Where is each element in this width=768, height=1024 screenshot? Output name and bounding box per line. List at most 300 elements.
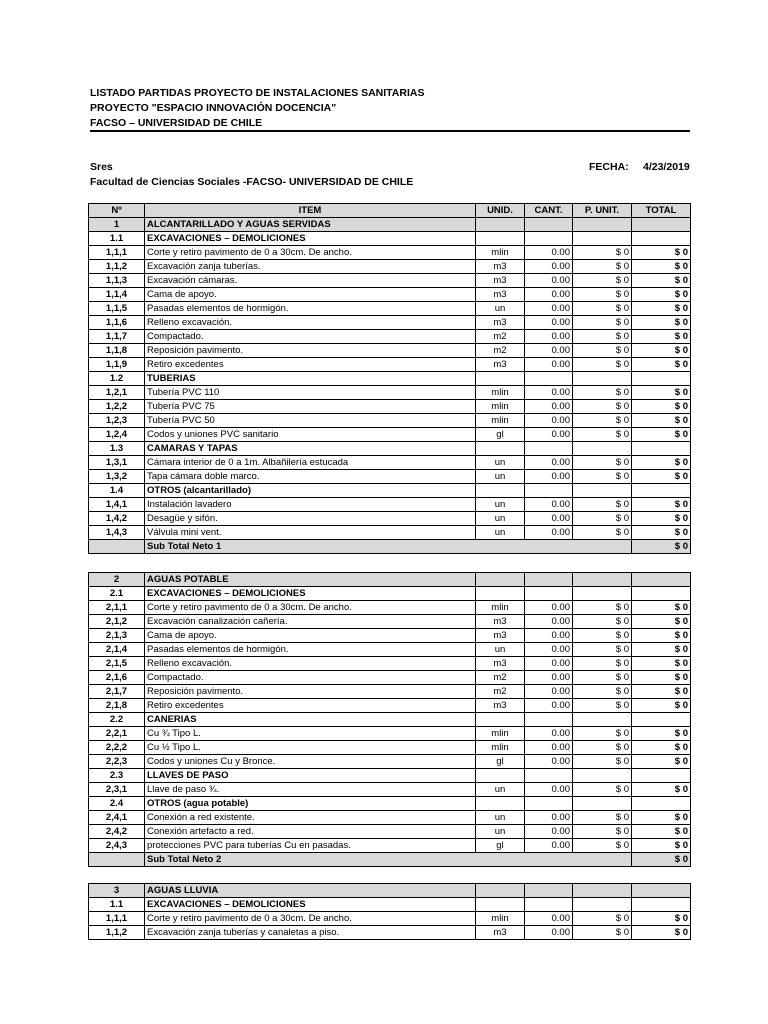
empty-cell: [476, 372, 525, 386]
item-quantity: 0.00: [525, 428, 573, 442]
table-row: [89, 839, 691, 853]
table-row: [89, 498, 691, 512]
item-description: Retiro excedentes: [145, 358, 476, 372]
section-number: 1: [89, 218, 145, 232]
subtotal-number: [89, 853, 145, 867]
item-unit: un: [476, 302, 525, 316]
section-title: CAMARAS Y TAPAS: [145, 442, 476, 456]
item-unit-price: $ 0: [573, 601, 632, 615]
item-number: 1,4,3: [89, 526, 145, 540]
item-total: $ 0: [632, 839, 691, 853]
item-quantity: 0.00: [525, 615, 573, 629]
item-total: $ 0: [632, 615, 691, 629]
item-quantity: 0.00: [525, 926, 573, 940]
empty-cell: [476, 797, 525, 811]
item-total: $ 0: [632, 671, 691, 685]
item-unit-price: $ 0: [573, 615, 632, 629]
section-number: 3: [89, 884, 145, 898]
item-total: $ 0: [632, 643, 691, 657]
item-description: Pasadas elementos de hormigón.: [145, 302, 476, 316]
item-unit: un: [476, 526, 525, 540]
item-unit-price: $ 0: [573, 755, 632, 769]
item-unit: m3: [476, 288, 525, 302]
item-unit-price: $ 0: [573, 727, 632, 741]
table-row: [89, 386, 691, 400]
col-header-unit: UNID.: [476, 204, 525, 218]
item-quantity: 0.00: [525, 456, 573, 470]
table-row: [89, 414, 691, 428]
item-unit: un: [476, 456, 525, 470]
empty-cell: [476, 442, 525, 456]
item-description: Cama de apoyo.: [145, 629, 476, 643]
item-total: $ 0: [632, 246, 691, 260]
empty-cell: [573, 442, 632, 456]
item-number: 2,2,2: [89, 741, 145, 755]
item-quantity: 0.00: [525, 685, 573, 699]
item-description: Cu ¾ Tipo L.: [145, 727, 476, 741]
item-description: Corte y retiro pavimento de 0 a 30cm. De ancho.: [145, 246, 476, 260]
subsection-row: [89, 372, 691, 386]
item-unit-price: $ 0: [573, 741, 632, 755]
item-total: $ 0: [632, 400, 691, 414]
item-total: $ 0: [632, 302, 691, 316]
section-number: 1.3: [89, 442, 145, 456]
item-total: $ 0: [632, 330, 691, 344]
empty-cell: [632, 372, 691, 386]
empty-cell: [476, 587, 525, 601]
section-number: 2.4: [89, 797, 145, 811]
item-unit-price: $ 0: [573, 811, 632, 825]
item-number: 1,2,2: [89, 400, 145, 414]
item-unit-price: $ 0: [573, 260, 632, 274]
item-quantity: 0.00: [525, 246, 573, 260]
item-unit: mlin: [476, 601, 525, 615]
item-description: Tubería PVC 50: [145, 414, 476, 428]
item-number: 1,1,2: [89, 260, 145, 274]
item-quantity: 0.00: [525, 741, 573, 755]
subsection-row: [89, 797, 691, 811]
table-row: [89, 783, 691, 797]
item-unit: mlin: [476, 386, 525, 400]
item-unit: un: [476, 825, 525, 839]
item-unit-price: $ 0: [573, 414, 632, 428]
item-quantity: 0.00: [525, 671, 573, 685]
subtotal-row: [89, 853, 691, 867]
empty-cell: [573, 797, 632, 811]
item-unit: m2: [476, 344, 525, 358]
item-unit-price: $ 0: [573, 526, 632, 540]
empty-cell: [632, 884, 691, 898]
subsection-row: [89, 587, 691, 601]
item-number: 2,1,7: [89, 685, 145, 699]
section-number: 2.1: [89, 587, 145, 601]
document-title: LISTADO PARTIDAS PROYECTO DE INSTALACIONES SANITARIAS: [90, 87, 425, 99]
item-description: Excavación cámaras.: [145, 274, 476, 288]
item-unit: mlin: [476, 741, 525, 755]
item-quantity: 0.00: [525, 400, 573, 414]
item-unit-price: $ 0: [573, 358, 632, 372]
item-number: 1,1,1: [89, 246, 145, 260]
section-row: [89, 218, 691, 232]
item-quantity: 0.00: [525, 414, 573, 428]
table-row: [89, 629, 691, 643]
item-number: 1,2,1: [89, 386, 145, 400]
item-total: $ 0: [632, 526, 691, 540]
item-number: 2,1,2: [89, 615, 145, 629]
item-total: $ 0: [632, 811, 691, 825]
empty-cell: [573, 587, 632, 601]
subtotal-label: Sub Total Neto 1: [145, 540, 632, 554]
item-description: Retiro excedentes: [145, 699, 476, 713]
item-total: $ 0: [632, 783, 691, 797]
item-number: 1,1,9: [89, 358, 145, 372]
item-total: $ 0: [632, 912, 691, 926]
item-description: Llave de paso ¾.: [145, 783, 476, 797]
section-number: 2: [89, 573, 145, 587]
item-unit: mlin: [476, 400, 525, 414]
item-total: $ 0: [632, 470, 691, 484]
subsection-row: [89, 442, 691, 456]
item-description: Pasadas elementos de hormigón.: [145, 643, 476, 657]
item-quantity: 0.00: [525, 302, 573, 316]
table-row: [89, 274, 691, 288]
item-total: $ 0: [632, 260, 691, 274]
empty-cell: [525, 769, 573, 783]
item-number: 1,1,6: [89, 316, 145, 330]
table-row: [89, 811, 691, 825]
item-description: Cámara interior de 0 a 1m. Albañilería estucada: [145, 456, 476, 470]
section-title: CANERIAS: [145, 713, 476, 727]
item-description: Conexión a red existente.: [145, 811, 476, 825]
item-quantity: 0.00: [525, 316, 573, 330]
item-number: 1,1,7: [89, 330, 145, 344]
sres-label: Sres: [90, 161, 113, 173]
empty-cell: [632, 232, 691, 246]
item-quantity: 0.00: [525, 512, 573, 526]
item-unit-price: $ 0: [573, 783, 632, 797]
item-description: Reposición pavimento.: [145, 685, 476, 699]
item-unit-price: $ 0: [573, 629, 632, 643]
table-row: [89, 330, 691, 344]
empty-cell: [632, 898, 691, 912]
table-row: [89, 358, 691, 372]
item-unit: m3: [476, 699, 525, 713]
item-number: 1,1,3: [89, 274, 145, 288]
section-number: 1.2: [89, 372, 145, 386]
item-description: Corte y retiro pavimento de 0 a 30cm. De ancho.: [145, 601, 476, 615]
item-total: $ 0: [632, 288, 691, 302]
item-description: Tubería PVC 110: [145, 386, 476, 400]
section-number: 2.3: [89, 769, 145, 783]
table-row: [89, 657, 691, 671]
item-unit: m3: [476, 274, 525, 288]
item-unit-price: $ 0: [573, 926, 632, 940]
item-description: Conexión artefacto a red.: [145, 825, 476, 839]
item-quantity: 0.00: [525, 825, 573, 839]
item-number: 1,4,2: [89, 512, 145, 526]
item-unit-price: $ 0: [573, 643, 632, 657]
item-unit: gl: [476, 755, 525, 769]
budget-table-2: [88, 572, 691, 867]
item-description: Cama de apoyo.: [145, 288, 476, 302]
item-unit: un: [476, 783, 525, 797]
empty-cell: [632, 713, 691, 727]
item-quantity: 0.00: [525, 629, 573, 643]
table-row: [89, 755, 691, 769]
item-unit: m3: [476, 629, 525, 643]
empty-cell: [525, 797, 573, 811]
item-unit: mlin: [476, 246, 525, 260]
empty-cell: [632, 484, 691, 498]
item-quantity: 0.00: [525, 344, 573, 358]
empty-cell: [476, 884, 525, 898]
item-unit-price: $ 0: [573, 386, 632, 400]
section-number: 1.1: [89, 232, 145, 246]
item-unit-price: $ 0: [573, 470, 632, 484]
table-row: [89, 825, 691, 839]
section-title: ALCANTARILLADO Y AGUAS SERVIDAS: [145, 218, 476, 232]
item-total: $ 0: [632, 428, 691, 442]
empty-cell: [632, 769, 691, 783]
section-number: 1.1: [89, 898, 145, 912]
header-divider: [90, 130, 690, 132]
empty-cell: [525, 442, 573, 456]
empty-cell: [632, 442, 691, 456]
section-title: OTROS (agua potable): [145, 797, 476, 811]
table-row: [89, 643, 691, 657]
item-unit-price: $ 0: [573, 498, 632, 512]
item-quantity: 0.00: [525, 657, 573, 671]
empty-cell: [573, 898, 632, 912]
item-number: 2,1,5: [89, 657, 145, 671]
table-row: [89, 912, 691, 926]
empty-cell: [476, 484, 525, 498]
item-quantity: 0.00: [525, 839, 573, 853]
item-quantity: 0.00: [525, 601, 573, 615]
item-unit-price: $ 0: [573, 330, 632, 344]
item-unit: m2: [476, 671, 525, 685]
section-title: OTROS (alcantarillado): [145, 484, 476, 498]
item-unit-price: $ 0: [573, 400, 632, 414]
item-description: Excavación zanja tuberías y canaletas a piso.: [145, 926, 476, 940]
item-unit: m3: [476, 926, 525, 940]
table-row: [89, 456, 691, 470]
empty-cell: [476, 898, 525, 912]
item-unit: gl: [476, 839, 525, 853]
budget-table-3: [88, 883, 691, 940]
empty-cell: [573, 484, 632, 498]
item-unit-price: $ 0: [573, 671, 632, 685]
item-total: $ 0: [632, 414, 691, 428]
section-title: TUBERIAS: [145, 372, 476, 386]
item-total: $ 0: [632, 386, 691, 400]
item-quantity: 0.00: [525, 358, 573, 372]
table-row: [89, 246, 691, 260]
section-title: AGUAS LLUVIA: [145, 884, 476, 898]
table-row: [89, 260, 691, 274]
item-unit: m3: [476, 615, 525, 629]
section-title: LLAVES DE PASO: [145, 769, 476, 783]
item-total: $ 0: [632, 274, 691, 288]
empty-cell: [525, 898, 573, 912]
table-row: [89, 302, 691, 316]
item-unit: m2: [476, 330, 525, 344]
item-total: $ 0: [632, 699, 691, 713]
item-unit-price: $ 0: [573, 912, 632, 926]
item-total: $ 0: [632, 358, 691, 372]
section-title: AGUAS POTABLE: [145, 573, 476, 587]
item-unit-price: $ 0: [573, 456, 632, 470]
subsection-row: [89, 232, 691, 246]
item-number: 1,1,1: [89, 912, 145, 926]
table-row: [89, 470, 691, 484]
table-row: [89, 741, 691, 755]
item-unit: un: [476, 512, 525, 526]
item-unit: m3: [476, 316, 525, 330]
subsection-row: [89, 898, 691, 912]
col-header-item: ITEM: [145, 204, 476, 218]
item-description: Corte y retiro pavimento de 0 a 30cm. De ancho.: [145, 912, 476, 926]
empty-cell: [476, 769, 525, 783]
item-unit: un: [476, 470, 525, 484]
table-row: [89, 400, 691, 414]
table-row: [89, 671, 691, 685]
empty-cell: [525, 587, 573, 601]
item-number: 1,2,3: [89, 414, 145, 428]
item-total: $ 0: [632, 316, 691, 330]
item-number: 2,3,1: [89, 783, 145, 797]
item-unit: gl: [476, 428, 525, 442]
item-quantity: 0.00: [525, 288, 573, 302]
subtotal-number: [89, 540, 145, 554]
item-quantity: 0.00: [525, 498, 573, 512]
col-header-unit-price: P. UNIT.: [573, 204, 632, 218]
subtotal-label: Sub Total Neto 2: [145, 853, 632, 867]
empty-cell: [525, 884, 573, 898]
item-unit-price: $ 0: [573, 246, 632, 260]
item-unit: mlin: [476, 912, 525, 926]
empty-cell: [632, 218, 691, 232]
empty-cell: [476, 218, 525, 232]
item-quantity: 0.00: [525, 912, 573, 926]
section-number: 2.2: [89, 713, 145, 727]
item-number: 1,1,5: [89, 302, 145, 316]
item-description: Instalación lavadero: [145, 498, 476, 512]
table-row: [89, 344, 691, 358]
institution-name: FACSO – UNIVERSIDAD DE CHILE: [90, 117, 263, 129]
item-number: 2,1,8: [89, 699, 145, 713]
section-title: EXCAVACIONES – DEMOLICIONES: [145, 232, 476, 246]
item-unit-price: $ 0: [573, 699, 632, 713]
table-row: [89, 428, 691, 442]
item-unit-price: $ 0: [573, 344, 632, 358]
empty-cell: [525, 484, 573, 498]
item-total: $ 0: [632, 727, 691, 741]
item-quantity: 0.00: [525, 699, 573, 713]
subtotal-value: $ 0: [632, 853, 691, 867]
item-number: 2,1,1: [89, 601, 145, 615]
item-description: Relleno excavación.: [145, 316, 476, 330]
item-unit-price: $ 0: [573, 428, 632, 442]
item-total: $ 0: [632, 512, 691, 526]
item-quantity: 0.00: [525, 386, 573, 400]
table-row: [89, 699, 691, 713]
empty-cell: [632, 587, 691, 601]
subsection-row: [89, 484, 691, 498]
item-description: Válvula mini vent.: [145, 526, 476, 540]
item-unit: mlin: [476, 727, 525, 741]
item-total: $ 0: [632, 601, 691, 615]
empty-cell: [476, 232, 525, 246]
item-number: 1,2,4: [89, 428, 145, 442]
empty-cell: [632, 573, 691, 587]
item-total: $ 0: [632, 926, 691, 940]
empty-cell: [476, 573, 525, 587]
item-description: Excavación canalización cañería.: [145, 615, 476, 629]
col-header-quantity: CANT.: [525, 204, 573, 218]
item-number: 2,1,4: [89, 643, 145, 657]
item-description: Cu ½ Tipo L.: [145, 741, 476, 755]
budget-table-1: [88, 203, 691, 554]
item-total: $ 0: [632, 344, 691, 358]
item-description: Codos y uniones PVC sanitario: [145, 428, 476, 442]
item-total: $ 0: [632, 629, 691, 643]
item-total: $ 0: [632, 685, 691, 699]
item-number: 1,1,4: [89, 288, 145, 302]
item-total: $ 0: [632, 657, 691, 671]
item-unit: m3: [476, 358, 525, 372]
empty-cell: [525, 713, 573, 727]
item-quantity: 0.00: [525, 783, 573, 797]
item-unit: m3: [476, 260, 525, 274]
fecha-value: 4/23/2019: [643, 161, 690, 173]
table-row: [89, 288, 691, 302]
item-description: Compactado.: [145, 671, 476, 685]
item-unit: mlin: [476, 414, 525, 428]
table-row: [89, 601, 691, 615]
item-description: Reposición pavimento.: [145, 344, 476, 358]
table-row: [89, 316, 691, 330]
item-unit-price: $ 0: [573, 512, 632, 526]
item-number: 2,4,2: [89, 825, 145, 839]
table-row: [89, 615, 691, 629]
item-number: 2,4,3: [89, 839, 145, 853]
table-row: [89, 727, 691, 741]
table-row: [89, 926, 691, 940]
section-number: 1.4: [89, 484, 145, 498]
item-quantity: 0.00: [525, 470, 573, 484]
item-quantity: 0.00: [525, 526, 573, 540]
empty-cell: [573, 573, 632, 587]
item-description: Desagüe y sifón.: [145, 512, 476, 526]
item-unit-price: $ 0: [573, 839, 632, 853]
client-name: Facultad de Ciencias Sociales -FACSO- UNIVERSIDAD DE CHILE: [90, 176, 414, 188]
item-quantity: 0.00: [525, 330, 573, 344]
item-unit-price: $ 0: [573, 825, 632, 839]
item-description: Tubería PVC 75: [145, 400, 476, 414]
section-title: EXCAVACIONES – DEMOLICIONES: [145, 898, 476, 912]
item-unit: m3: [476, 657, 525, 671]
fecha-label: FECHA:: [589, 161, 629, 173]
col-header-total: TOTAL: [632, 204, 691, 218]
subtotal-value: $ 0: [632, 540, 691, 554]
section-row: [89, 884, 691, 898]
item-number: 1,1,8: [89, 344, 145, 358]
empty-cell: [573, 769, 632, 783]
item-number: 2,2,3: [89, 755, 145, 769]
table-header-row: [89, 204, 691, 218]
item-number: 2,4,1: [89, 811, 145, 825]
